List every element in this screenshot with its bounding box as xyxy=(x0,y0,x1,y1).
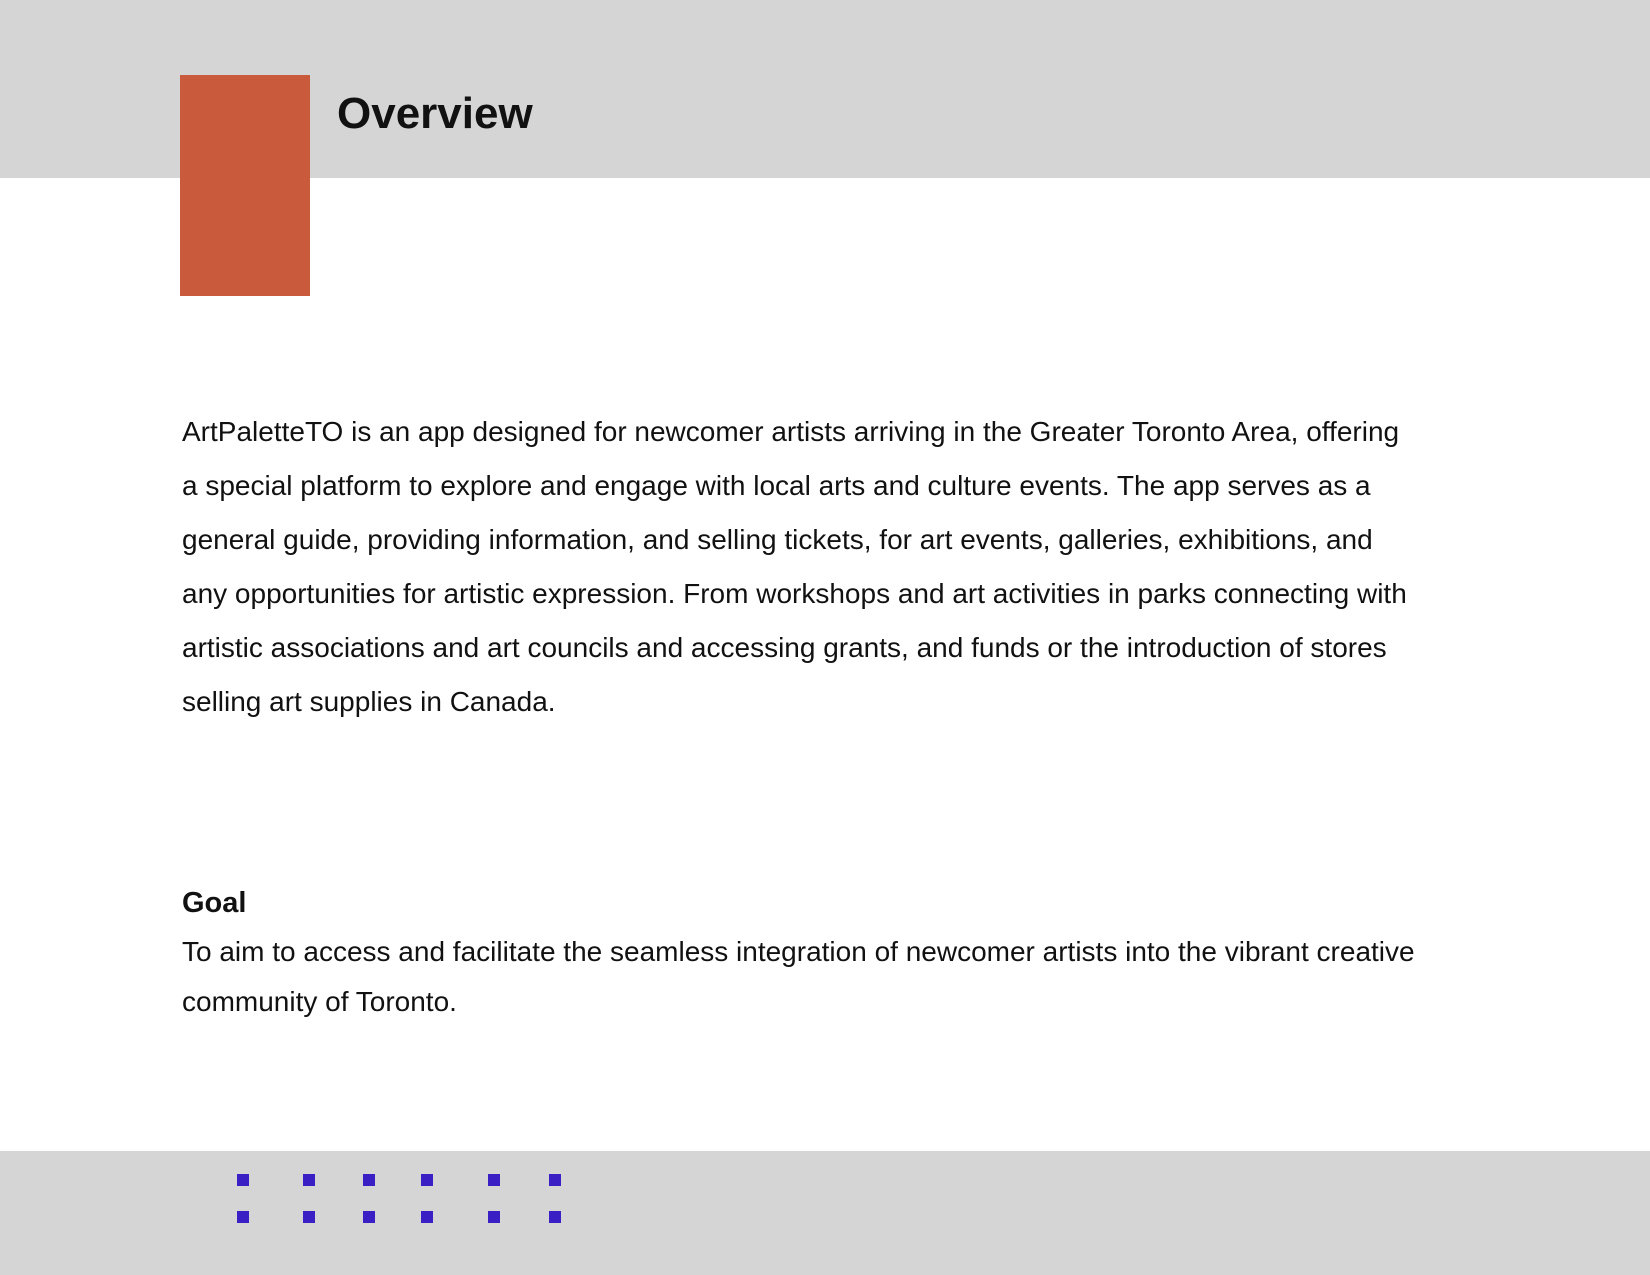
square-dot-icon xyxy=(421,1211,433,1223)
square-dot-icon xyxy=(363,1211,375,1223)
square-dot-icon xyxy=(488,1174,500,1186)
square-dot-icon xyxy=(421,1174,433,1186)
overview-paragraph: ArtPaletteTO is an app designed for newcomer artists arriving in the Greater Toronto Area, offering a special platform to explore and engage with local arts and culture events. The app serves as a general guide, providing information, and selling tickets, for art events, galleries, exhibitions, and any opportunities for artistic expression. From workshops and art activities in parks connecting with artistic associations and art councils and accessing grants, and funds or the introduction of stores selling art supplies in Canada. xyxy=(182,416,1407,717)
square-dot-icon xyxy=(549,1174,561,1186)
page-title: Overview xyxy=(337,89,533,138)
footer-band xyxy=(0,1151,1650,1275)
square-dot-icon xyxy=(237,1211,249,1223)
square-dot-icon xyxy=(549,1211,561,1223)
goal-paragraph: To aim to access and facilitate the seamless integration of newcomer artists into the vibrant creative community of Toronto. xyxy=(182,936,1415,1017)
square-dot-icon xyxy=(237,1174,249,1186)
square-dot-icon xyxy=(488,1211,500,1223)
square-dot-icon xyxy=(303,1174,315,1186)
goal-heading: Goal xyxy=(182,887,247,919)
square-dot-icon xyxy=(303,1211,315,1223)
accent-block xyxy=(180,75,310,296)
square-dot-icon xyxy=(363,1174,375,1186)
dot-grid-decoration xyxy=(0,1151,1650,1275)
